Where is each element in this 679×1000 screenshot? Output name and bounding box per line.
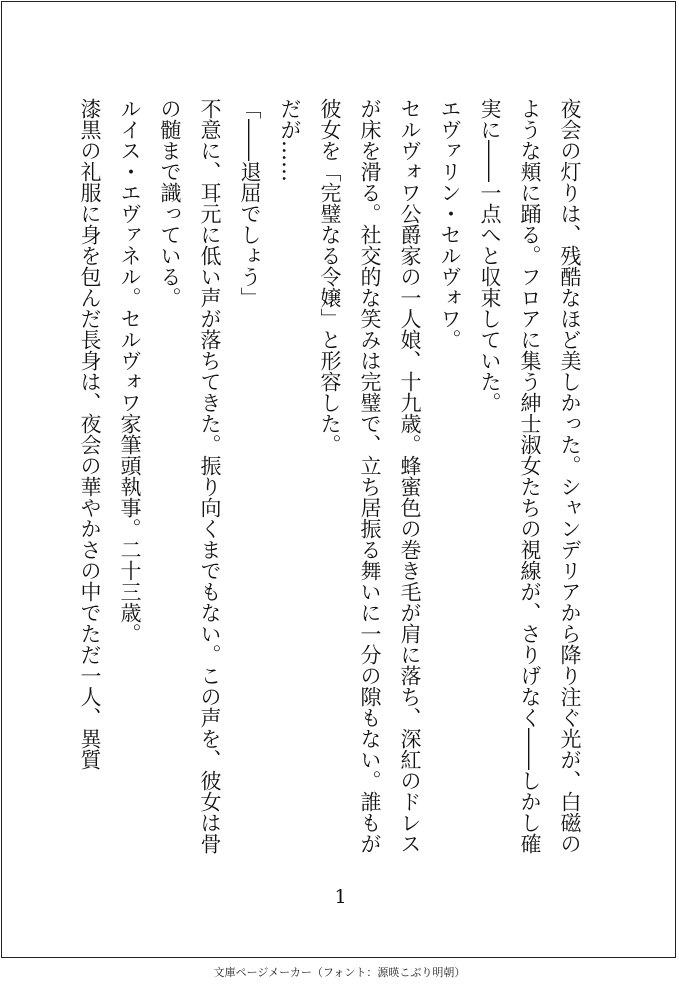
- paragraph-6: 不意に、耳元に低い声が落ちてきた。振り向くまでもない。この声を、彼女は骨の髄まで識っている。: [158, 98, 222, 854]
- paragraph-3: セルヴォワ公爵家の一人娘、十九歳。蜂蜜色の巻き毛が肩に落ち、深紅のドレスが床を滑る。社交的な笑みは完璧で、立ち居振る舞いに一分の隙もない。誰もが彼女を「完璧なる令嬢」と形容した。: [318, 98, 422, 854]
- paragraph-1: 夜会の灯りは、残酷なほど美しかった。シャンデリアから降り注ぐ光が、白磁のような頬に踊る。フロアに集う紳士淑女たちの視線が、さりげなく――しかし確実に――一点へと収束していた。: [478, 98, 582, 854]
- paragraph-2: エヴァリン・セルヴォワ。: [438, 98, 462, 350]
- paragraph-8: 漆黒の礼服に身を包んだ長身は、夜会の華やかさの中でただ一人、異質: [78, 98, 102, 770]
- page-number: 1: [334, 886, 347, 908]
- paragraph-5: 「――退屈でしょう」: [238, 98, 262, 308]
- paragraph-7: ルイス・エヴァネル。セルヴォワ家筆頭執事。二十三歳。: [118, 98, 142, 644]
- vertical-text-body: [70, 98, 590, 858]
- paragraph-4: だが……: [278, 98, 302, 182]
- footer-credit: 文庫ページメーカー（フォント：源暎こぶり明朝）: [213, 966, 466, 979]
- book-page: [1, 1, 676, 958]
